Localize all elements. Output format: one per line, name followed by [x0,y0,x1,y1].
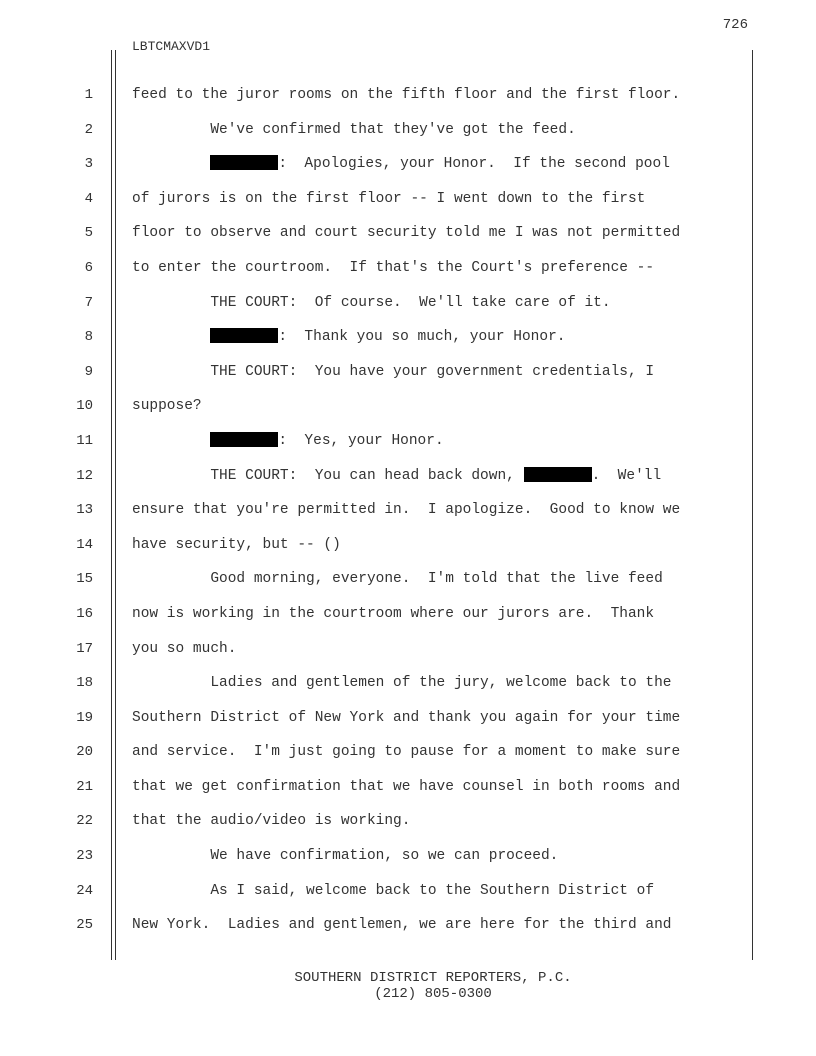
line-text-segment: Good morning, everyone. I'm told that the live feed [132,571,663,588]
transcript-line [0,674,816,709]
line-text [132,536,341,554]
line-text-segment: that the audio/video is working. [132,813,411,830]
transcript-line [0,536,816,571]
line-number: 23 [76,848,93,865]
line-number: 6 [84,259,93,276]
transcript-line [0,882,816,917]
line-text-segment: : Yes, your Honor. [278,432,444,449]
transcript-line [0,86,816,121]
line-text [132,432,444,450]
line-text-segment: that we get confirmation that we have counsel in both rooms and [132,778,681,795]
footer [0,970,816,1002]
transcript-line [0,778,816,813]
transcript-line [0,847,816,882]
line-number: 12 [76,467,93,484]
line-text [132,916,672,934]
line-number: 5 [84,225,93,242]
line-text [132,640,236,658]
line-number: 16 [76,605,93,622]
line-text [132,743,680,761]
line-text [132,882,654,900]
line-text-segment: ensure that you're permitted in. I apologize. Good to know we [132,502,681,519]
line-number: 19 [76,709,93,726]
page-number: 726 [722,17,748,33]
transcript-line [0,155,816,190]
line-text-segment: We have confirmation, so we can proceed. [132,848,559,865]
line-text-segment: and service. I'm just going to pause for a moment to make sure [132,744,681,761]
line-text-segment: We've confirmed that they've got the feed. [132,121,576,138]
line-text-segment: have security, but -- () [132,536,341,553]
line-number: 9 [84,363,93,380]
redaction-box [210,328,278,343]
transcript-line [0,916,816,951]
line-text [132,121,576,139]
redaction-box [210,155,278,170]
line-number: 8 [84,329,93,346]
line-text [132,363,654,381]
line-number: 22 [76,813,93,830]
line-number: 2 [84,121,93,138]
line-text-segment [132,156,210,172]
line-number: 15 [76,571,93,588]
line-number: 21 [76,778,93,795]
line-text [132,224,680,242]
reporter-name: SOUTHERN DISTRICT REPORTERS, P.C. [294,970,572,986]
transcript-line [0,467,816,502]
line-text [132,259,654,277]
transcript-line [0,570,816,605]
line-number: 25 [76,917,93,934]
line-text-segment: Ladies and gentlemen of the jury, welcome back to the [132,675,672,692]
line-text-segment: : Thank you so much, your Honor. [278,329,566,346]
reporter-phone: (212) 805-0300 [374,986,492,1002]
line-text-segment: suppose? [132,398,202,415]
line-text [132,467,661,485]
line-number: 14 [76,536,93,553]
line-text-segment [132,329,210,345]
line-text [132,86,680,104]
line-text-segment: THE COURT: You have your government credentials, I [132,363,655,380]
line-text-segment: feed to the juror rooms on the fifth floor and the first floor. [132,87,681,103]
line-text-segment: floor to observe and court security told me I was not permitted [132,225,681,242]
line-text [132,397,202,415]
transcript-line [0,224,816,259]
redaction-box [210,432,278,447]
line-text [132,501,680,519]
line-text [132,570,663,588]
line-text [132,605,654,623]
line-number: 20 [76,744,93,761]
line-text [132,847,558,865]
transcript-line [0,709,816,744]
transcript-line [0,605,816,640]
line-text-segment [132,433,210,449]
transcript-line [0,328,816,363]
line-text-segment: THE COURT: You can head back down, [132,467,524,484]
line-number: 4 [84,190,93,207]
line-text [132,674,672,692]
case-code: LBTCMAXVD1 [132,39,211,54]
transcript-line [0,363,816,398]
line-number: 7 [84,294,93,311]
transcript-line [0,432,816,467]
transcript-line [0,397,816,432]
transcript-line [0,190,816,225]
line-number: 24 [76,882,93,899]
line-number: 11 [76,432,93,449]
line-text [132,328,565,346]
line-text-segment: of jurors is on the first floor -- I went down to the first [132,190,646,207]
transcript-lines [0,86,816,951]
line-number: 13 [76,502,93,519]
line-text-segment: THE COURT: Of course. We'll take care of it. [132,294,611,311]
transcript-line [0,121,816,156]
redaction-box [524,467,592,482]
line-text [132,190,645,208]
line-text [132,778,680,796]
transcript-line [0,640,816,675]
transcript-line [0,294,816,329]
transcript-line [0,259,816,294]
line-text-segment: you so much. [132,640,237,657]
line-number: 10 [76,398,93,415]
line-text-segment: New York. Ladies and gentlemen, we are here for the third and [132,917,672,934]
line-text-segment: : Apologies, your Honor. If the second pool [278,156,670,173]
line-text [132,812,410,830]
line-number: 1 [84,87,93,103]
line-text-segment: to enter the courtroom. If that's the Court's preference -- [132,259,655,276]
line-text-segment: . We'll [591,467,662,484]
line-number: 3 [84,156,93,173]
line-text [132,294,611,312]
line-text-segment: now is working in the courtroom where our jurors are. Thank [132,605,655,622]
line-text [132,155,670,173]
line-number: 17 [76,640,93,657]
line-text-segment: As I said, welcome back to the Southern District of [132,882,655,899]
line-text [132,709,680,727]
line-text-segment: Southern District of New York and thank you again for your time [132,709,681,726]
transcript-line [0,743,816,778]
transcript-line [0,501,816,536]
line-number: 18 [76,675,93,692]
transcript-line [0,812,816,847]
